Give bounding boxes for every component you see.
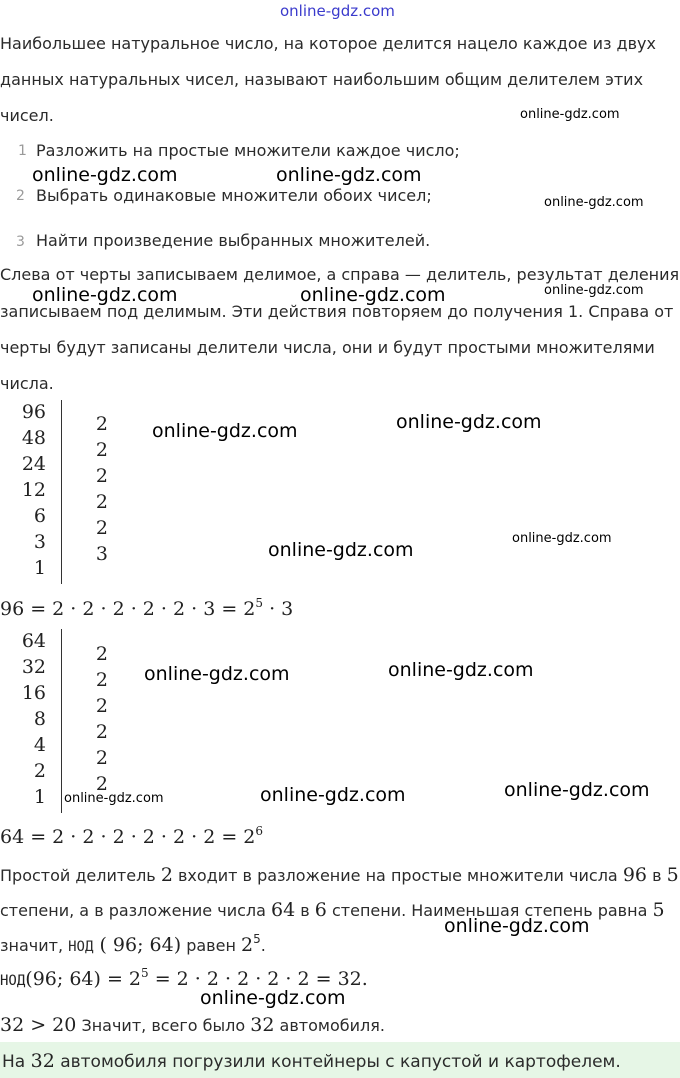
dividend: 32 [21, 656, 46, 678]
step-number-3: 3 [16, 234, 25, 250]
divisor: 2 [95, 491, 108, 513]
divisor: 3 [95, 543, 108, 565]
dividend: 8 [33, 708, 46, 730]
factor-96-dividends [14, 399, 46, 581]
dividend: 1 [33, 557, 46, 579]
factor-96-divisors [90, 411, 108, 567]
step-number-2: 2 [16, 188, 25, 204]
divisor: 2 [95, 517, 108, 539]
explain-line-3: значит, НОД ( 96; 64) равен $2^5$. [0, 932, 266, 956]
watermark: online-gdz.com [260, 784, 406, 806]
dividend: 16 [21, 682, 46, 704]
watermark: online-gdz.com [32, 284, 178, 306]
divisor: 2 [95, 465, 108, 487]
dividend: 2 [33, 760, 46, 782]
answer-box [0, 1042, 680, 1078]
divisor: 2 [95, 669, 108, 691]
watermark: online-gdz.com [396, 411, 542, 433]
watermark: online-gdz.com [444, 915, 590, 937]
dividend: 12 [21, 479, 46, 501]
dividend: 4 [33, 734, 46, 756]
watermark: online-gdz.com [64, 791, 164, 806]
watermark: online-gdz.com [268, 539, 414, 561]
watermark: online-gdz.com [300, 284, 446, 306]
division-bar-96 [61, 400, 62, 584]
method-line-4: числа. [0, 374, 54, 393]
intro-line-3: чисел. [0, 106, 54, 125]
watermark: online-gdz.com [388, 659, 534, 681]
factor-64-dividends [14, 628, 46, 810]
step-text-3: Найти произведение выбранных множителей. [36, 231, 431, 250]
compare-line: 32 > 20 Значит, всего было 32 автомобиля. [0, 1014, 385, 1036]
watermark: online-gdz.com [504, 779, 650, 801]
watermark-header: online-gdz.com [280, 2, 395, 20]
divisor: 2 [95, 747, 108, 769]
watermark: online-gdz.com [276, 164, 422, 186]
method-line-2: записываем под делимым. Эти действия повторяем до получения 1. Справа от [0, 302, 674, 321]
dividend: 48 [21, 427, 46, 449]
watermark: online-gdz.com [144, 663, 290, 685]
watermark: online-gdz.com [200, 987, 346, 1009]
divisor: 2 [95, 695, 108, 717]
intro-line-2: данных натуральных чисел, называют наибольшим общим делителем этих [0, 70, 644, 89]
dividend: 24 [21, 453, 46, 475]
watermark: online-gdz.com [544, 195, 644, 210]
divisor: 2 [95, 721, 108, 743]
equation-64: $64 = 2 \cdot 2 \cdot 2 \cdot 2 \cdot 2 \cdot 2 = 2^6$ [0, 824, 264, 848]
step-text-1: Разложить на простые множители каждое число; [36, 141, 460, 160]
intro-line-1: Наибольшее натуральное число, на которое делится нацело каждое из двух [0, 34, 656, 53]
gcd-equation: НОД(96; $64) = 2^5 = 2 \cdot 2 \cdot 2 \cdot 2 \cdot 2 = 32$. [0, 966, 368, 990]
dividend: 6 [33, 505, 46, 527]
watermark: online-gdz.com [512, 531, 612, 546]
dividend: 1 [33, 786, 46, 808]
dividend: 96 [21, 401, 46, 423]
explain-line-1: Простой делитель 2 входит в разложение на простые множители числа 96 в 5 [0, 864, 679, 886]
answer-text: На 32 автомобиля погрузили контейнеры с капустой и картофелем. [2, 1050, 621, 1072]
factor-64-divisors [90, 641, 108, 797]
explain-line-2: степени, а в разложение числа 64 в 6 степени. Наименьшая степень равна 5 [0, 899, 665, 921]
method-line-1: Слева от черты записываем делимое, а справа — делитель, результат деления [0, 265, 680, 284]
divisor: 2 [95, 773, 108, 795]
divisor: 2 [95, 643, 108, 665]
watermark: online-gdz.com [152, 420, 298, 442]
watermark: online-gdz.com [32, 164, 178, 186]
dividend: 3 [33, 531, 46, 553]
step-text-2: Выбрать одинаковые множители обоих чисел; [36, 186, 432, 205]
divisor: 2 [95, 413, 108, 435]
method-line-3: черты будут записаны делители числа, они и будут простыми множителями [0, 338, 655, 357]
step-number-1: 1 [18, 143, 27, 159]
equation-96: $96 = 2 \cdot 2 \cdot 2 \cdot 2 \cdot 2 \cdot 3 = 2^5 \cdot 3$ [0, 596, 294, 620]
dividend: 64 [21, 630, 46, 652]
divisor: 2 [95, 439, 108, 461]
watermark: online-gdz.com [544, 283, 644, 298]
division-bar-64 [61, 629, 62, 813]
watermark: online-gdz.com [520, 107, 620, 122]
